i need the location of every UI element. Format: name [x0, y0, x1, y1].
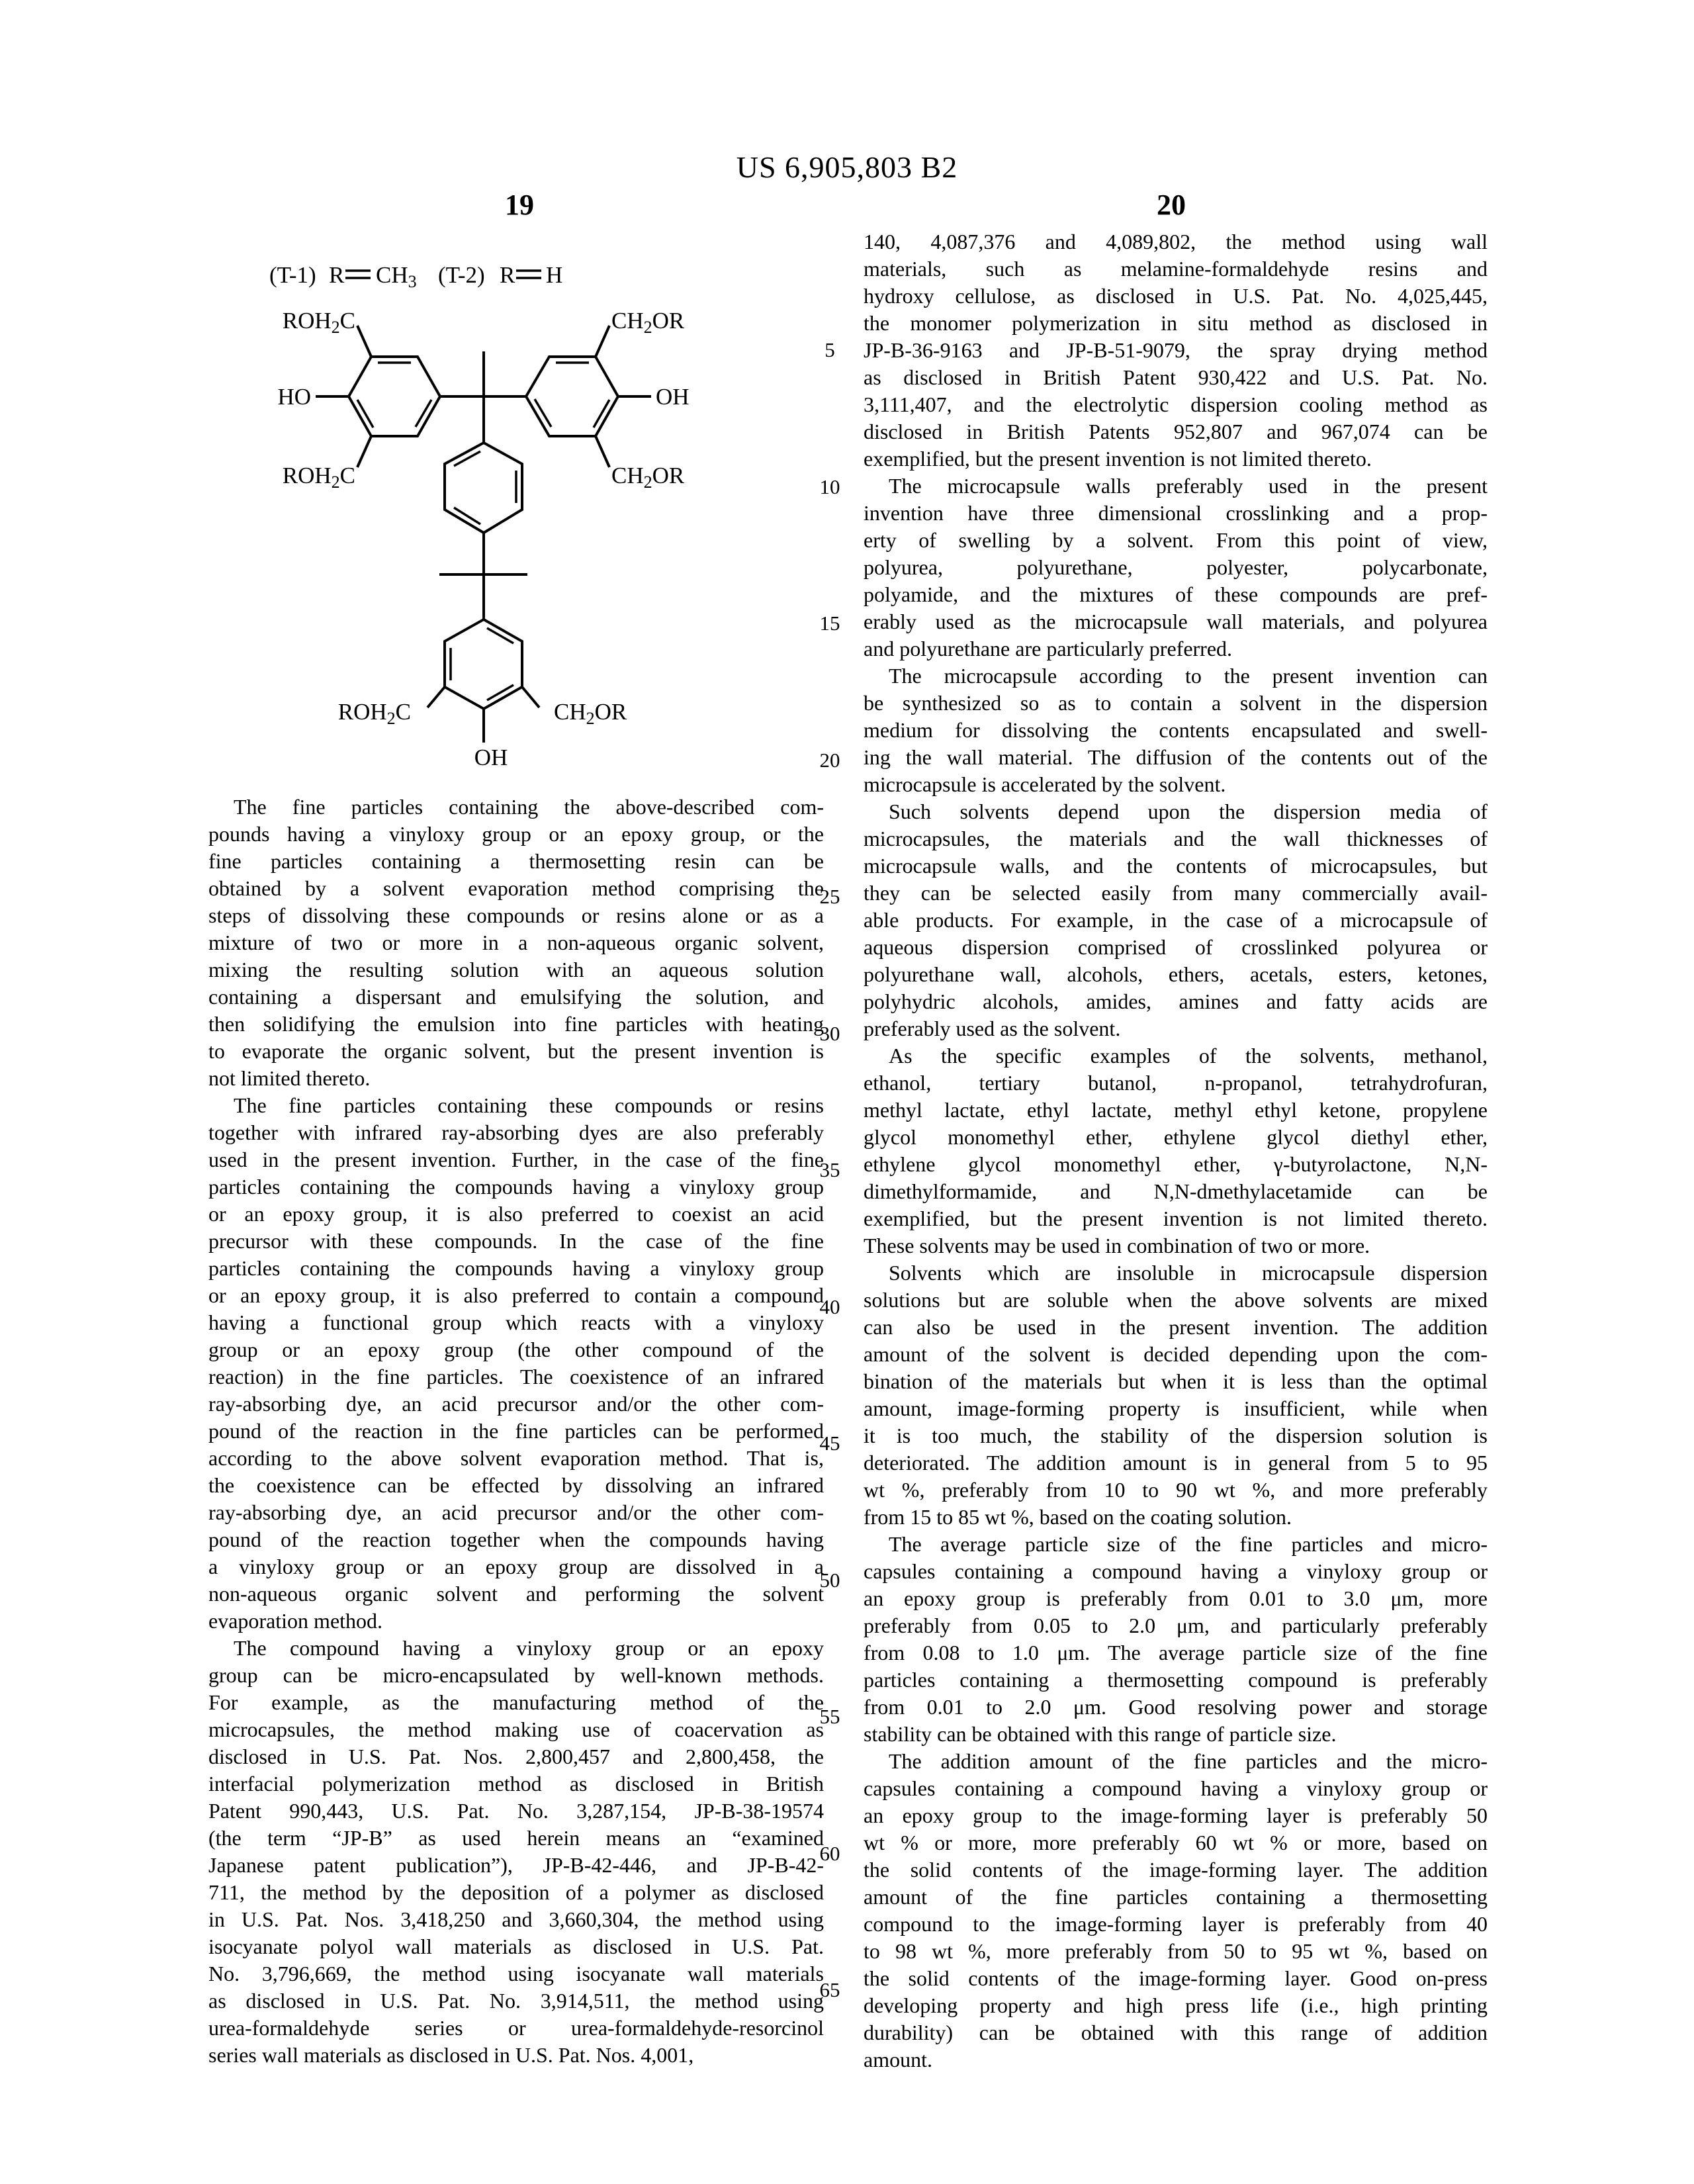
gutter-line-number: 30	[819, 1022, 840, 1045]
benzene-ring-top-left	[316, 326, 440, 467]
text-line: and polyurethane are particularly preferred.	[864, 637, 1233, 660]
text-line: from 0.08 to 1.0 μm. The average particle size of the fine	[864, 1641, 1488, 1664]
text-line: urea-formaldehyde series or urea-formaldehyde-resorcinol	[208, 2016, 824, 2040]
column-number-19: 19	[505, 189, 534, 221]
text-line: the coexistence can be effected by dissolving an infrared	[208, 1473, 824, 1497]
text-line: interfacial polymerization method as disclosed in British	[208, 1772, 824, 1796]
text-line: pounds having a vinyloxy group or an epoxy group, or the	[208, 822, 824, 846]
text-line: obtained by a solvent evaporation method comprising the	[208, 876, 824, 900]
text-line: evaporation method.	[208, 1609, 383, 1633]
text-line: Japanese patent publication”), JP-B-42-446, and JP-B-42-	[208, 1853, 824, 1877]
text-line: precursor with these compounds. In the case of the fine	[208, 1229, 824, 1253]
text-line: For example, as the manufacturing method of the	[208, 1690, 824, 1714]
text-line: they can be selected easily from many commercially avail-	[864, 881, 1488, 905]
text-line: an epoxy group to the image-forming layer is preferably 50	[864, 1803, 1488, 1827]
text-line: particles containing the compounds having a vinyloxy group	[208, 1175, 824, 1199]
text-line: ethylene glycol monomethyl ether, γ-butyrolactone, N,N-	[864, 1152, 1488, 1176]
text-line: ing the wall material. The diffusion of the contents out of the	[864, 745, 1488, 769]
text-line: These solvents may be used in combination of two or more.	[864, 1234, 1370, 1257]
text-line: according to the above solvent evaporation method. That is,	[208, 1446, 824, 1470]
gutter-line-number: 25	[819, 885, 840, 908]
gutter-line-number: 5	[825, 338, 835, 361]
text-line: series wall materials as disclosed in U.S. Pat. Nos. 4,001,	[208, 2043, 694, 2067]
text-line: used in the present invention. Further, in the case of the fine	[208, 1148, 824, 1171]
variant-definition-t1	[269, 262, 417, 291]
text-line: developing property and high press life (i.e., high printing	[864, 1993, 1488, 2017]
text-line: preferably from 0.05 to 2.0 μm, and particularly preferably	[864, 1614, 1488, 1637]
text-line: or an epoxy group, it is also preferred to coexist an acid	[208, 1202, 824, 1226]
text-line: polyhydric alcohols, amides, amines and fatty acids are	[864, 989, 1488, 1013]
text-line: aqueous dispersion comprised of crosslinked polyurea or	[864, 935, 1488, 959]
benzene-ring-top-right	[526, 326, 651, 467]
text-line: microcapsules, the materials and the wall thicknesses of	[864, 827, 1488, 850]
text-line: it is too much, the stability of the dispersion solution is	[864, 1424, 1488, 1447]
text-line: The compound having a vinyloxy group or an epoxy	[234, 1636, 824, 1660]
text-line: polyurea, polyurethane, polyester, polycarbonate,	[864, 555, 1488, 579]
substituent-roh2c-bottom-left: $ROH_2C$	[282, 463, 355, 492]
text-line: Solvents which are insoluble in microcapsule dispersion	[889, 1261, 1488, 1285]
text-line: reaction) in the fine particles. The coexistence of an infrared	[208, 1365, 824, 1388]
gutter-line-number: 10	[819, 475, 840, 498]
text-line: Patent 990,443, U.S. Pat. No. 3,287,154, JP-B-38-19574	[208, 1799, 824, 1823]
text-line: The fine particles containing the above-described com-	[234, 795, 824, 819]
t2-r-symbol: R	[500, 262, 515, 288]
text-line: solutions but are soluble when the above solvents are mixed	[864, 1288, 1488, 1312]
column-20-text	[864, 228, 1488, 2073]
text-line: As the specific examples of the solvents, methanol,	[889, 1044, 1488, 1068]
text-line: ray-absorbing dye, an acid precursor and/or the other com-	[208, 1500, 824, 1524]
text-line: compound to the image-forming layer is preferably from 40	[864, 1912, 1488, 1936]
text-line: particles containing the compounds having a vinyloxy group	[208, 1256, 824, 1280]
text-line: exemplified, but the present invention is not limited thereto.	[864, 447, 1372, 471]
text-line: microcapsule is accelerated by the solvent.	[864, 772, 1226, 796]
text-line: as disclosed in U.S. Pat. No. 3,914,511, the method using	[208, 1989, 824, 2013]
text-line: isocyanate polyol wall materials as disclosed in U.S. Pat.	[208, 1934, 824, 1958]
text-line: the monomer polymerization in situ method as disclosed in	[864, 311, 1488, 335]
chemical-structure-figure	[218, 251, 761, 794]
text-line: then solidifying the emulsion into fine particles with heating	[208, 1012, 824, 1036]
text-line: materials, such as melamine-formaldehyde resins and	[864, 257, 1488, 281]
benzene-ring-bottom	[427, 619, 539, 743]
variant-definition-t2	[438, 262, 562, 288]
text-line: the solid contents of the image-forming layer. The addition	[864, 1858, 1488, 1882]
text-line: The average particle size of the fine particles and micro-	[889, 1532, 1488, 1556]
gutter-line-number: 45	[819, 1432, 840, 1455]
text-line: polyurethane wall, alcohols, ethers, acetals, esters, ketones,	[864, 962, 1488, 986]
text-line: ethanol, tertiary butanol, n-propanol, tetrahydrofuran,	[864, 1071, 1488, 1095]
substituent-roh2c-top-left: $ROH_2C$	[282, 308, 355, 337]
text-line: the solid contents of the image-forming layer. Good on-press	[864, 1966, 1488, 1990]
text-line: together with infrared ray-absorbing dyes are also preferably	[208, 1120, 824, 1144]
text-line: wt %, preferably from 10 to 90 wt %, and more preferably	[864, 1478, 1488, 1502]
text-line: disclosed in U.S. Pat. Nos. 2,800,457 and 2,800,458, the	[208, 1745, 824, 1768]
text-line: glycol monomethyl ether, ethylene glycol diethyl ether,	[864, 1125, 1488, 1149]
text-line: microcapsule walls, and the contents of microcapsules, but	[864, 854, 1488, 878]
text-line: The addition amount of the fine particles and the micro-	[889, 1749, 1488, 1773]
t2-value: H	[546, 262, 563, 288]
text-line: a vinyloxy group or an epoxy group are dissolved in a	[208, 1555, 824, 1578]
substituent-ho-left: HO	[277, 384, 311, 410]
text-line: durability) can be obtained with this range of addition	[864, 2021, 1488, 2044]
text-line: JP-B-36-9163 and JP-B-51-9079, the spray drying method	[864, 338, 1488, 362]
patent-number-header: US 6,905,803 B2	[736, 150, 958, 184]
text-line: an epoxy group is preferably from 0.01 to 3.0 μm, more	[864, 1586, 1488, 1610]
text-line: 140, 4,087,376 and 4,089,802, the method using wall	[864, 230, 1488, 253]
text-line: amount of the solvent is decided depending upon the com-	[864, 1342, 1488, 1366]
text-line: or an epoxy group, it is also preferred to contain a compound	[208, 1283, 824, 1307]
gutter-line-number: 55	[819, 1705, 840, 1728]
substituent-oh-right: OH	[656, 384, 690, 410]
column-19-text	[208, 794, 824, 2069]
text-line: wt % or more, more preferably 60 wt % or more, based on	[864, 1831, 1488, 1854]
text-line: not limited thereto.	[208, 1066, 371, 1090]
text-line: steps of dissolving these compounds or resins alone or as a	[208, 903, 824, 927]
text-line: amount, image-forming property is insufficient, while when	[864, 1396, 1488, 1420]
text-line: methyl lactate, ethyl lactate, methyl ethyl ketone, propylene	[864, 1098, 1488, 1122]
text-line: having a functional group which reacts with a vinyloxy	[208, 1310, 824, 1334]
text-line: The microcapsule walls preferably used in the present	[889, 474, 1488, 498]
text-line: capsules containing a compound having a vinyloxy group or	[864, 1776, 1488, 1800]
text-line: capsules containing a compound having a vinyloxy group or	[864, 1559, 1488, 1583]
gutter-line-number: 40	[819, 1295, 840, 1318]
text-line: can also be used in the present invention. The addition	[864, 1315, 1488, 1339]
text-line: to evaporate the organic solvent, but the present invention is	[208, 1039, 824, 1063]
text-line: ray-absorbing dye, an acid precursor and/or the other com-	[208, 1392, 824, 1416]
substituent-ch2or-top-right: $CH_2OR$	[611, 308, 685, 337]
text-line: microcapsules, the method making use of coacervation as	[208, 1717, 824, 1741]
gutter-line-number: 50	[819, 1569, 840, 1592]
text-line: polyamide, and the mixtures of these compounds are pref-	[864, 582, 1488, 606]
text-line: pound of the reaction in the fine particles can be performed	[208, 1419, 824, 1443]
text-line: preferably used as the solvent.	[864, 1017, 1121, 1040]
text-line: 3,111,407, and the electrolytic dispersion cooling method as	[864, 392, 1488, 416]
text-line: to 98 wt %, more preferably from 50 to 95 wt %, based on	[864, 1939, 1488, 1963]
text-line: mixture of two or more in a non-aqueous organic solvent,	[208, 931, 824, 954]
t1-label: (T-1)	[269, 262, 316, 288]
substituent-roh2c-bottom-ring: $ROH_2C$	[337, 699, 411, 728]
gutter-line-number: 65	[819, 1978, 840, 2001]
text-line: in U.S. Pat. Nos. 3,418,250 and 3,660,304, the method using	[208, 1907, 824, 1931]
gutter-line-number: 35	[819, 1158, 840, 1181]
text-line: pound of the reaction together when the compounds having	[208, 1527, 824, 1551]
text-line: medium for dissolving the contents encapsulated and swell-	[864, 718, 1488, 742]
text-line: invention have three dimensional crosslinking and a prop-	[864, 501, 1488, 525]
text-line: containing a dispersant and emulsifying the solution, and	[208, 985, 824, 1009]
gutter-line-number: 15	[819, 612, 840, 635]
text-line: group can be micro-encapsulated by well-known methods.	[208, 1663, 824, 1687]
t2-label: (T-2)	[438, 262, 485, 288]
text-line: erably used as the microcapsule wall materials, and polyurea	[864, 610, 1488, 633]
gutter-line-number: 60	[819, 1842, 840, 1865]
text-line: be synthesized so as to contain a solvent in the dispersion	[864, 691, 1488, 715]
text-line: disclosed in British Patents 952,807 and 967,074 can be	[864, 420, 1488, 443]
column-number-20: 20	[1157, 189, 1186, 221]
text-line: No. 3,796,669, the method using isocyanate wall materials	[208, 1962, 824, 1985]
text-line: The fine particles containing these compounds or resins	[234, 1093, 824, 1117]
text-line: fine particles containing a thermosetting resin can be	[208, 849, 824, 873]
text-line: hydroxy cellulose, as disclosed in U.S. Pat. No. 4,025,445,	[864, 284, 1488, 308]
text-line: bination of the materials but when it is less than the optimal	[864, 1369, 1488, 1393]
text-line: non-aqueous organic solvent and performing the solvent	[208, 1582, 824, 1606]
text-line: from 0.01 to 2.0 μm. Good resolving power and storage	[864, 1695, 1488, 1719]
text-line: The microcapsule according to the present invention can	[889, 664, 1488, 688]
text-line: amount.	[864, 2048, 932, 2071]
substituent-ch2or-bottom-right: $CH_2OR$	[611, 463, 685, 492]
substituent-ch2or-bottom-ring: $CH_2OR$	[554, 699, 627, 728]
text-line: stability can be obtained with this range of particle size.	[864, 1722, 1337, 1746]
t1-value: $CH_3$	[376, 262, 417, 291]
text-line: (the term “JP-B” as used herein means an “examined	[208, 1826, 824, 1850]
text-line: 711, the method by the deposition of a polymer as disclosed	[208, 1880, 824, 1904]
text-line: particles containing a thermosetting compound is preferably	[864, 1668, 1488, 1692]
text-line: exemplified, but the present invention is not limited thereto.	[864, 1206, 1488, 1230]
text-line: from 15 to 85 wt %, based on the coating solution.	[864, 1505, 1292, 1529]
text-line: amount of the fine particles containing a thermosetting	[864, 1885, 1488, 1909]
text-line: as disclosed in British Patent 930,422 and U.S. Pat. No.	[864, 365, 1488, 389]
text-line: able products. For example, in the case of a microcapsule of	[864, 908, 1488, 932]
text-line: dimethylformamide, and N,N-dmethylacetamide can be	[864, 1179, 1488, 1203]
substituent-oh-bottom-ring: OH	[474, 745, 508, 770]
text-line: deteriorated. The addition amount is in general from 5 to 95	[864, 1451, 1488, 1475]
gem-dimethyl-carbon	[439, 533, 527, 619]
gutter-line-number: 20	[819, 749, 840, 772]
phenylene-ring-middle	[445, 443, 522, 533]
central-carbon-bonds	[440, 351, 526, 443]
text-line: erty of swelling by a solvent. From this point of view,	[864, 528, 1488, 552]
text-line: Such solvents depend upon the dispersion media of	[889, 799, 1488, 823]
text-line: group or an epoxy group (the other compound of the	[208, 1338, 824, 1361]
t1-r-symbol: R	[329, 262, 345, 288]
text-line: mixing the resulting solution with an aqueous solution	[208, 958, 824, 981]
